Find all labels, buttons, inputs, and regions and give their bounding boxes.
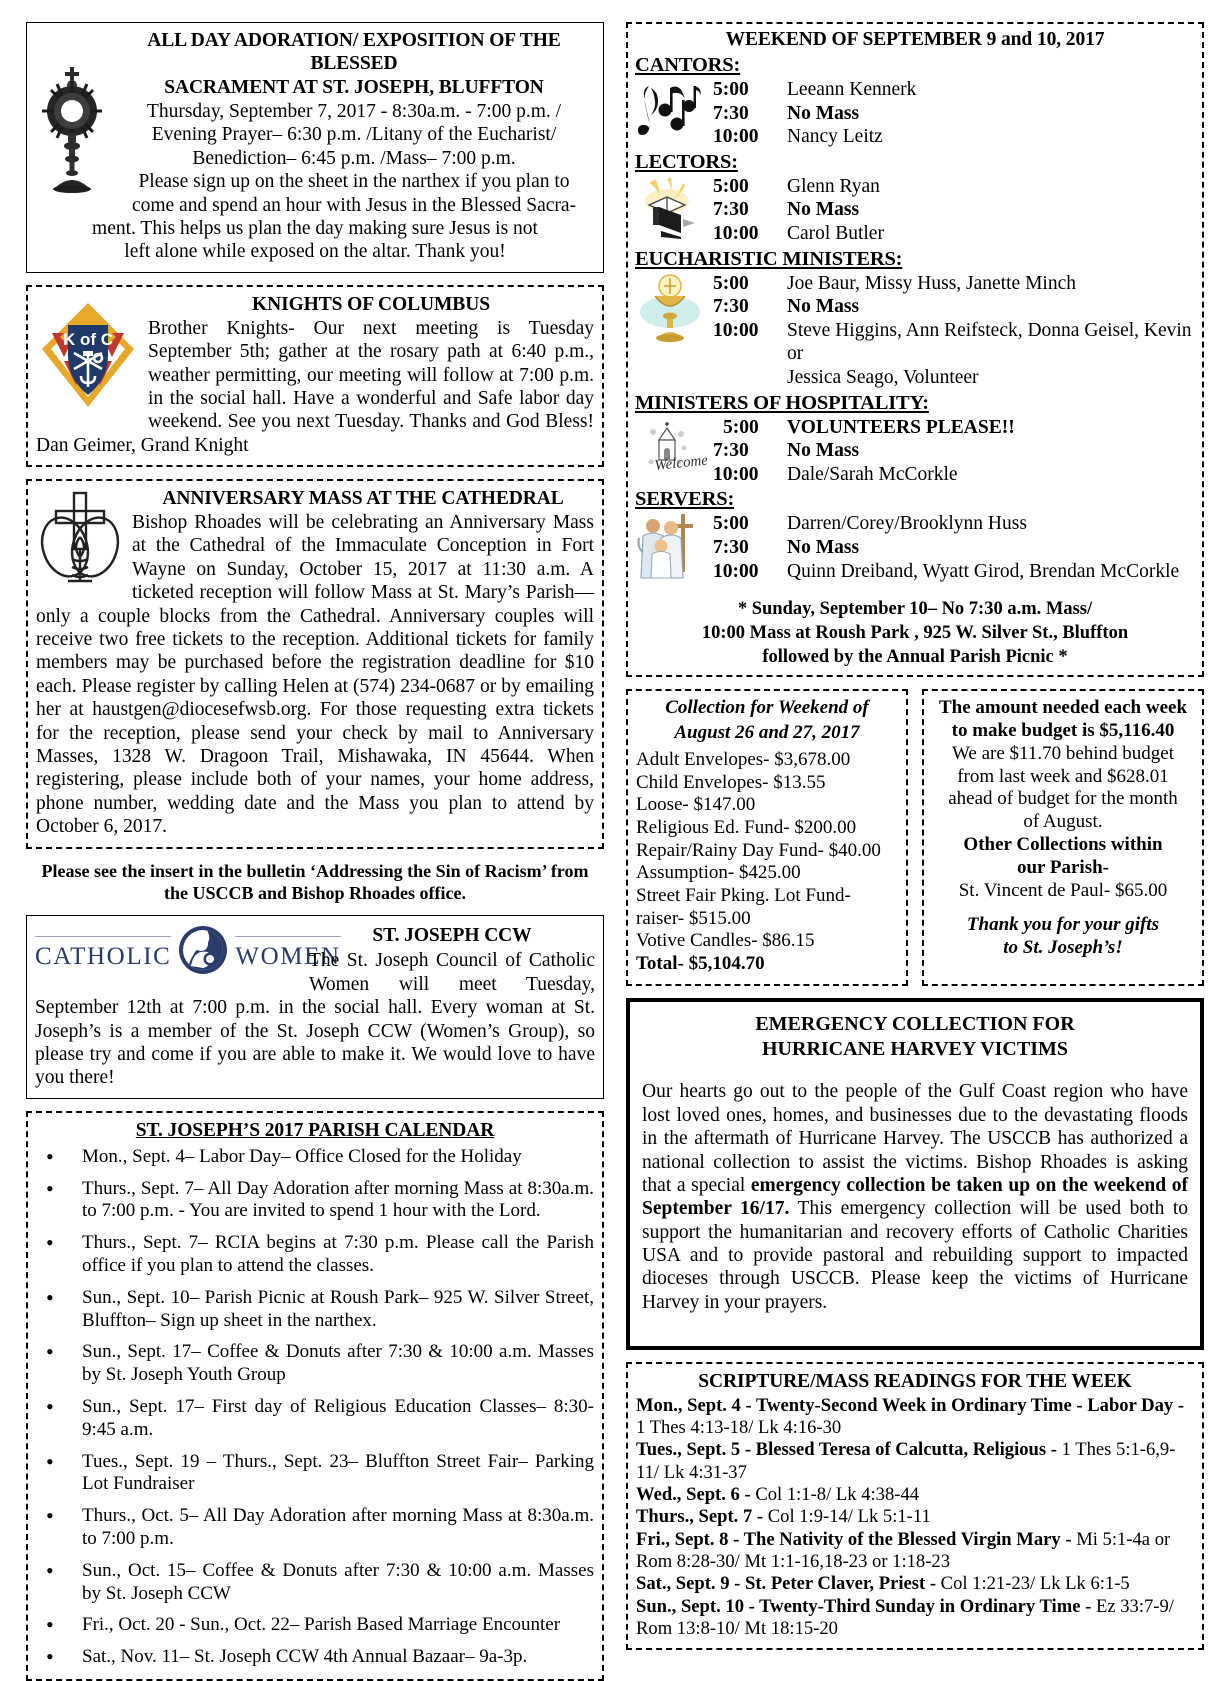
svg-text:K of C: K of C [62,329,114,349]
racism-note-line1: Please see the insert in the bulletin ‘Addressing the Sin of Racism’ from [41,860,589,881]
budget-body-line: ahead of budget for the month [948,788,1178,810]
calendar-item: • Tues., Sept. 19 – Thurs., Sept. 23– Bluffton Street Fair– Parking Lot Fundraiser [36,1451,594,1497]
scripture-readings-section [626,1362,1204,1650]
schedule-row-continuation: Jessica Seago, Volunteer [787,366,979,388]
row-names: Dale/Sarah McCorkle [787,463,958,485]
calendar-item: • Sun., Sept. 10– Parish Picnic at Roush Park– 925 W. Silver Street, Bluffton– Sign up sheet in the narthex. [36,1287,594,1333]
collection-box [626,689,908,986]
racism-insert-note [26,861,604,905]
row-time: 5:00 [713,513,749,535]
knights-of-columbus-emblem-icon [38,299,138,416]
finance-row [626,689,1204,998]
adoration-title-line1: ALL DAY ADORATION/ EXPOSITION OF THE BLESSED [147,30,561,74]
other-collections-item: St. Vincent de Paul- $65.00 [958,879,1168,901]
reading-item [636,1439,1194,1484]
ccw-body: The St. Joseph Council of Catholic Women will meet Tuesday, September 12th at 7:00 p.m. in the social hall. Every woman at St. Joseph’s is a member of the St. Joseph CCW (Women’s Group), so please try and come if you are able to make it. We would love to have you there! [35,950,595,1089]
reading-citation: Col 1:1-8/ Lk 4:38-44 [750,1484,920,1506]
emergency-body [642,1080,1188,1314]
logo-rule-left [35,936,171,937]
schedule-row [713,319,1195,366]
adoration-line: Thursday, September 7, 2017 - 8:30a.m. - 7:00 p.m. / [146,101,562,122]
reading-day: Mon., Sept. 4 - Twenty-Second Week in Ordinary Time - Labor Day - [636,1394,1185,1416]
adoration-title-line2: SACRAMENT AT ST. JOSEPH, BLUFFTON [164,77,544,98]
row-time: 10:00 [713,319,759,341]
thanks-line2: to St. Joseph’s! [1003,937,1123,959]
logo-text-catholic: CATHOLIC [35,943,172,971]
budget-body-line: from last week and $628.01 [957,765,1169,787]
reading-citation: Ez 33:7-9/ Rom 13:8-10/ Mt 18:15-20 [636,1595,1174,1639]
row-time: 7:30 [713,296,749,318]
adoration-line: left alone while exposed on the altar. Thank you! [124,241,506,263]
reading-day: Fri., Sept. 8 - The Nativity of the Blessed Virgin Mary - [636,1528,1072,1550]
row-names: Leeann Kennerk [787,79,917,100]
adoration-section [26,22,604,273]
logo-rule-right [235,936,340,937]
other-collections-line1: Other Collections within [963,834,1163,856]
emergency-body-part1: Our hearts go out to the people of the Gulf Coast region who have lost loved ones, homes, and businesses due to the devastating floods in the aftermath of Hurricane Harvey. The USCCB has authorized a national collection to assist the victims. Bishop Rhoades is asking that a special [642,1081,1188,1196]
picnic-note-line3: followed by the Annual Parish Picnic * [762,647,1068,668]
schedule-row [713,463,1195,487]
schedule-row [713,536,1195,560]
schedule-group-servers [635,487,1195,583]
budget-box [922,689,1204,986]
reading-citation: Mi 5:1-4a or Rom 8:28-30/ Mt 1:1-16,18-23 or 1:18-23 [636,1528,1171,1572]
reading-citation: 1 Thes 5:1-6,9-11/ Lk 4:31-37 [636,1439,1176,1483]
adoration-line: Please sign up on the sheet in the narthex if you plan to [138,171,570,193]
schedule-row [713,198,1195,222]
readings-title: SCRIPTURE/MASS READINGS FOR THE WEEK [698,1370,1132,1392]
calendar-title: ST. JOSEPH’S 2017 PARISH CALENDAR [135,1119,495,1141]
collection-line: Street Fair Pking. Lot Fund- [636,885,851,907]
calendar-item: • Sun., Oct. 15– Coffee & Donuts after 7:30 & 10:00 a.m. Masses by St. Joseph CCW [36,1560,594,1606]
chalice-icon [637,272,703,347]
emergency-title-line1: EMERGENCY COLLECTION FOR [755,1012,1075,1035]
schedule-row [713,78,1195,102]
reading-citation: 1 Thes 4:13-18/ Lk 4:16-30 [636,1417,842,1439]
row-time: 10:00 [713,126,759,148]
anniversary-body: Bishop Rhoades will be celebrating an Anniversary Mass at the Cathedral of the Immaculate Conception in Fort Wayne on Sunday, October 15, 2017 at 11:30 a.m. A ticketed reception will follow Mass at St. Mary’s Parish— only a couple blocks from the Cathedral. Anniversary couples will receive two free tickets to the reception. Additional tickets for family members may be purchased before the registration deadline for $10 each. Please register by calling Helen at (574) 234-0687 or by emailing her at haustgen@diocesefwsb.org. For those requesting extra tickets for the reception, please send your check by mail to Anniversary Masses, 1328 W. Dragoon Trail, Mishawaka, IN 45644. When registering, please include both of your names, your home address, phone number, wedding date and the Mass you plan to attend by October 6, 2017. [36,512,594,838]
anniversary-title: ANNIVERSARY MASS AT THE CATHEDRAL [162,488,564,510]
reading-day: Tues., Sept. 5 - Blessed Teresa of Calcutta, Religious - [636,1439,1057,1461]
row-time: 7:30 [713,440,749,462]
calendar-item: • Thurs., Sept. 7– RCIA begins at 7:30 p.m. Please call the Parish office if you plan to attend the classes. [36,1232,594,1278]
row-time: 5:00 [713,79,749,100]
row-names: Darren/Corey/Brooklynn Huss [787,513,1027,535]
reading-item [636,1573,1194,1595]
row-time: 5:00 [713,175,749,197]
reading-citation: Col 1:9-14/ Lk 5:1-11 [763,1506,931,1528]
row-time: 5:00 [713,272,749,294]
reading-day: Sun., Sept. 10 - Twenty-Third Sunday in Ordinary Time - [636,1595,1092,1617]
row-names: No Mass [787,102,860,124]
right-column [626,22,1204,1639]
schedule-title: WEEKEND OF SEPTEMBER 9 and 10, 2017 [725,29,1105,50]
reading-item [636,1529,1194,1574]
adoration-line: ment. This helps us plan the day making sure Jesus is not [92,217,538,239]
schedule-row [713,560,1195,584]
reading-citation: Col 1:21-23/ Lk Lk 6:1-5 [936,1573,1130,1595]
row-names: Steve Higgins, Ann Reifsteck, Donna Geisel, Kevin or [787,319,1192,365]
collection-line: Child Envelopes- $13.55 [636,771,826,793]
row-time: 7:30 [713,102,749,124]
budget-head-line2: to make budget is $5,116.40 [951,720,1175,742]
catholic-women-logo [35,924,341,981]
schedule-row [713,222,1195,246]
schedule-row [713,102,1195,126]
knights-of-columbus-section [26,285,604,467]
schedule-row [713,439,1195,463]
group-title: SERVERS: [635,488,735,511]
welcome-church-icon [637,418,707,483]
racism-note-line2: the USCCB and Bishop Rhoades office. [163,882,467,903]
collection-line: Assumption- $425.00 [636,862,801,884]
reading-day: Thurs., Sept. 7 - [636,1506,764,1528]
row-names: VOLUNTEERS PLEASE!! [787,416,1015,438]
row-names: Nancy Leitz [787,126,883,148]
schedule-row [713,512,1195,536]
adoration-line: come and spend an hour with Jesus in the Blessed Sacra- [131,194,577,216]
monstrance-icon [41,63,103,198]
collection-title-line2: August 26 and 27, 2017 [674,722,860,744]
calendar-item: • Thurs., Sept. 7– All Day Adoration after morning Mass at 8:30a.m. to 7:00 p.m. - You are invited to spend 1 hour with the Lord. [36,1178,594,1224]
music-notes-icon [637,80,703,147]
row-time: 7:30 [713,536,749,558]
row-time: 10:00 [713,560,759,582]
cross-with-wedding-rings-icon [38,489,122,592]
parish-calendar-section [26,1111,604,1681]
reading-item [636,1395,1194,1440]
schedule-group-eucharistic-ministers [635,247,1195,390]
row-time: 7:30 [713,199,749,221]
schedule-group-lectors [635,150,1195,246]
group-title: CANTORS: [635,54,741,76]
collection-total: Total- $5,104.70 [636,953,765,975]
budget-head-line1: The amount needed each week [938,697,1188,719]
calendar-list [36,1146,594,1669]
group-title: EUCHARISTIC MINISTERS: [635,247,903,270]
emergency-title-line2: HURRICANE HARVEY VICTIMS [762,1037,1068,1060]
thanks-line1: Thank you for your gifts [966,914,1160,936]
collection-line: Repair/Rainy Day Fund- $40.00 [636,839,881,861]
group-title: LECTORS: [635,150,738,173]
row-names: No Mass [787,296,860,318]
row-names: Carol Butler [787,222,884,244]
left-column [26,22,604,1668]
anniversary-mass-section [26,479,604,848]
row-names: Glenn Ryan [787,175,880,197]
schedule-group-cantors [635,53,1195,149]
row-time: 5:00 [723,416,759,438]
ccw-title: ST. JOSEPH CCW [372,925,532,947]
calendar-item: • Sun., Sept. 17– First day of Religious Education Classes– 8:30-9:45 a.m. [36,1396,594,1442]
reading-item [636,1484,1194,1506]
row-names: No Mass [787,440,860,462]
ambo-lectern-icon [637,175,703,244]
schedule-row [713,272,1195,296]
row-time: 10:00 [713,222,759,244]
collection-line: Adult Envelopes- $3,678.00 [636,748,851,770]
picnic-note-line1: * Sunday, September 10– No 7:30 a.m. Mass/ [737,599,1093,620]
collection-line: Loose- $147.00 [636,794,756,816]
mother-and-child-circle-icon [177,924,229,981]
collection-line: Votive Candles- $86.15 [636,930,815,952]
calendar-item: • Thurs., Oct. 5– All Day Adoration after morning Mass at 8:30a.m. to 7:00 p.m. [36,1505,594,1551]
emergency-collection-section [626,998,1204,1350]
collection-line: Religious Ed. Fund- $200.00 [636,816,857,838]
knights-body: Brother Knights- Our next meeting is Tuesday September 5th; gather at the rosary path at 6:40 p.m., weather permitting, our meeting will follow at 7:00 p.m. in the social hall. Have a wonderful and Safe labor day weekend. See you next Tuesday. Thanks and God Bless! Dan Geimer, Grand Knight [36,317,594,456]
logo-text-women: WOMEN [235,943,341,971]
group-title: MINISTERS OF HOSPITALITY: [635,391,929,414]
collection-line: raiser- $515.00 [636,907,751,929]
svg-text:Welcome: Welcome [653,451,707,474]
reading-item [636,1596,1194,1641]
row-names: No Mass [787,536,860,558]
ccw-section [26,915,604,1098]
row-time: 10:00 [713,463,759,485]
weekend-ministers-schedule [626,22,1204,677]
reading-item [636,1506,1194,1528]
row-names: Joe Baur, Missy Huss, Janette Minch [787,272,1076,294]
budget-body-line: We are $11.70 behind budget [951,742,1174,764]
adoration-line: Evening Prayer– 6:30 p.m. /Litany of the Eucharist/ [151,124,557,146]
budget-body-line: of August. [1023,811,1103,833]
calendar-item: • Sun., Sept. 17– Coffee & Donuts after 7:30 & 10:00 a.m. Masses by St. Joseph Youth Group [36,1341,594,1387]
schedule-row [713,125,1195,149]
knights-title: KNIGHTS OF COLUMBUS [252,293,490,315]
schedule-group-hospitality [635,391,1195,487]
calendar-item: • Mon., Sept. 4– Labor Day– Office Closed for the Holiday [36,1146,594,1169]
other-collections-line2: our Parish- [1016,856,1109,878]
picnic-note-line2: 10:00 Mass at Roush Park , 925 W. Silver St., Bluffton [701,623,1129,644]
adoration-line: Benediction– 6:45 p.m. /Mass– 7:00 p.m. [192,147,516,169]
schedule-row [713,175,1195,199]
altar-servers-icon [637,512,707,589]
calendar-item: • Sat., Nov. 11– St. Joseph CCW 4th Annual Bazaar– 9a-3p. [36,1646,594,1669]
row-names: Quinn Dreiband, Wyatt Girod, Brendan McCorkle [787,560,1180,582]
reading-day: Sat., Sept. 9 - St. Peter Claver, Priest - [636,1573,937,1595]
calendar-item: • Fri., Oct. 20 - Sun., Oct. 22– Parish Based Marriage Encounter [36,1614,594,1637]
collection-title-line1: Collection for Weekend of [665,697,869,719]
row-names: No Mass [787,199,860,221]
emergency-body-bold: emergency collection be taken up on the weekend of September 16/17. [642,1174,1188,1220]
schedule-row [713,295,1195,319]
reading-day: Wed., Sept. 6 - [636,1484,751,1506]
picnic-note [635,597,1195,669]
schedule-row [713,416,1195,440]
emergency-body-part2: This emergency collection will be used both to support the humanitarian and recovery efforts of Catholic Charities USA and to provide pastoral and rebuilding support to impacted dioceses through USCCB. Please keep the victims of Hurricane Harvey in your prayers. [642,1198,1188,1313]
